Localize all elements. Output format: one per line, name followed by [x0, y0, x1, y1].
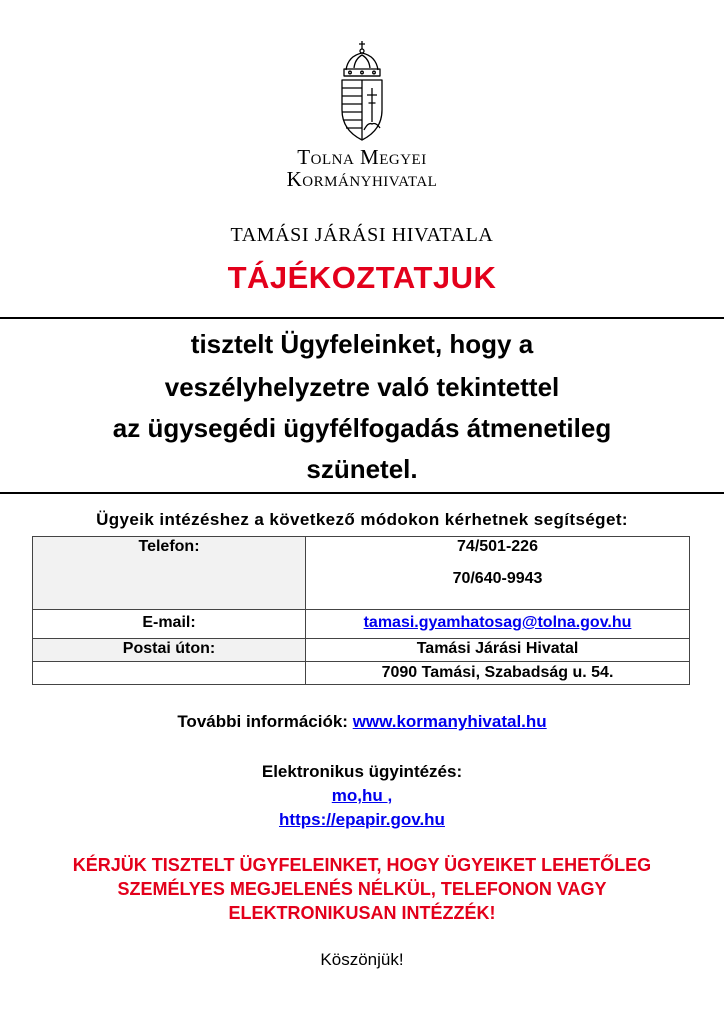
message-line3: az ügysegédi ügyfélfogadás átmenetileg	[112, 413, 612, 443]
contacts-intro: Ügyeik intézéshez a következő módokon kérhetnek segítséget:	[96, 510, 628, 529]
table-row	[33, 537, 690, 610]
email-label: E-mail:	[142, 614, 196, 631]
more-info-label: További információk:	[177, 712, 348, 731]
contacts-table	[32, 536, 690, 685]
table-row	[33, 610, 690, 639]
table-row	[33, 662, 690, 685]
top-divider	[0, 317, 724, 319]
email-link[interactable]: tamasi.gyamhatosag@tolna.gov.hu	[363, 614, 632, 631]
org-name-line2: Kormányhivatal	[286, 167, 438, 191]
message-line4: szünetel.	[306, 454, 418, 484]
message-line2: veszélyhelyzetre való tekintettel	[164, 372, 560, 402]
org-name-line1: Tolna Megyei	[297, 145, 427, 169]
warning-line2: SZEMÉLYES MEGJELENÉS NÉLKÜL, TELEFONON VAGY	[117, 879, 607, 899]
epapir-link[interactable]: https://epapir.gov.hu	[279, 810, 445, 829]
bottom-divider	[0, 492, 724, 494]
post-label: Postai úton:	[122, 640, 216, 657]
mohu-link[interactable]: mo,hu ,	[331, 786, 393, 805]
warning-line1: KÉRJÜK TISZTELT ÜGYFELEINKET, HOGY ÜGYEIKET LEHETŐLEG	[72, 855, 652, 875]
office-name: TAMÁSI JÁRÁSI HIVATALA	[230, 224, 494, 246]
post-office-name: Tamási Járási Hivatal	[416, 640, 579, 657]
more-info	[0, 712, 724, 732]
post-address: 7090 Tamási, Szabadság u. 54.	[381, 664, 614, 681]
warning-line3: ELEKTRONIKUSAN INTÉZZÉK!	[228, 903, 496, 923]
coat-of-arms-icon	[334, 40, 390, 144]
thanks-text: Köszönjük!	[320, 950, 404, 969]
kormanyhivatal-link[interactable]: www.kormanyhivatal.hu	[352, 712, 547, 731]
table-row	[33, 639, 690, 662]
phone-number-1: 74/501-226	[457, 538, 538, 555]
phone-number-2: 70/640-9943	[452, 570, 543, 587]
e-admin-label: Elektronikus ügyintézés:	[261, 762, 463, 781]
message-line1: tisztelt Ügyfeleinket, hogy a	[190, 329, 534, 359]
phone-label: Telefon:	[138, 538, 200, 555]
headline: TÁJÉKOZTATJUK	[227, 260, 497, 295]
